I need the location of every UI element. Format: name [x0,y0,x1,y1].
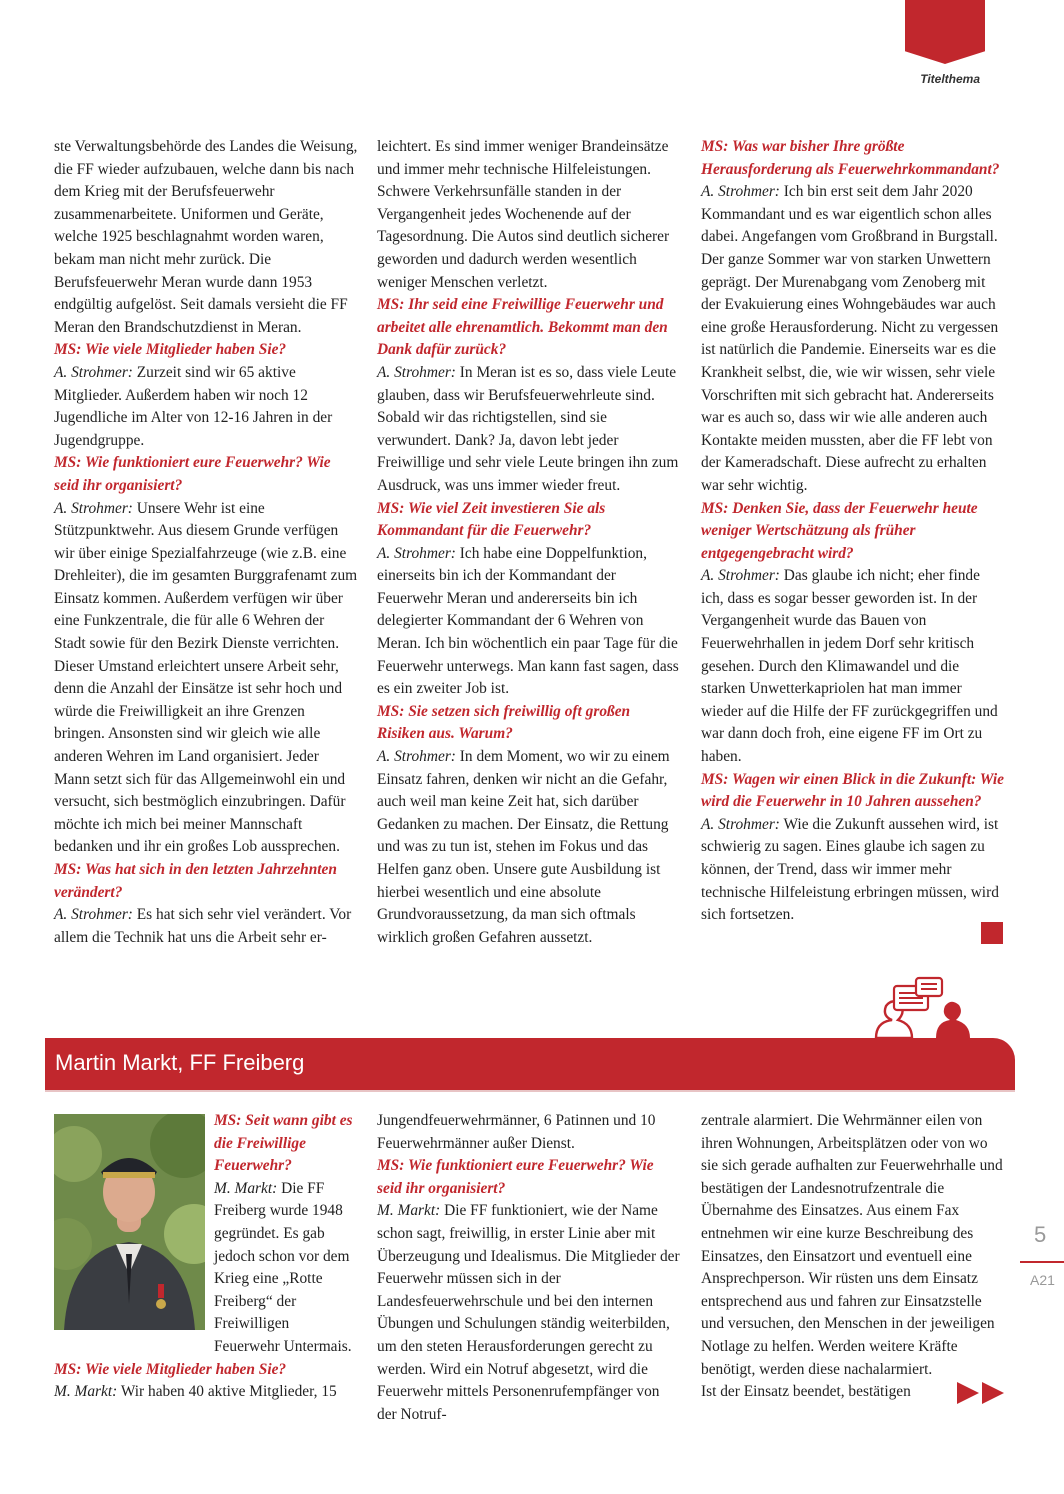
speaker-name: A. Strohmer: [54,363,133,381]
interview-column-2 [377,1110,681,1426]
interview-question: MS: Sie setzen sich freiwillig oft großen Risiken aus. Warum? [377,702,631,743]
interview-question: MS: Wie funktioniert eure Feuerwehr? Wie seid ihr organisiert? [54,454,331,494]
body-paragraph: Ist der Einsatz beendet, bestätigen [701,1383,911,1401]
answer-text: Die FF Freiberg wurde 1948 gegründet. Es gab jedoch schon vor dem Krieg eine „Rotte Freiberg“ der Freiwilligen Feuerwehr Untermais. [214,1179,352,1355]
end-square-icon [981,922,1003,944]
interview-answer [377,746,681,949]
article-column-3 [701,136,1005,927]
answer-text: Ich bin erst seit dem Jahr 2020 Kommandant und es war eigentlich schon alles dabei. Angefangen vom Großbrand in Burgstall. Der ganze Sommer war von starken Unwettern geprägt. Der Murenabgang vom Zenoberg mit der Evakuierung eines Wohngebäudes war auch eine große Herausforderung. Nicht zu vergessen ist natürlich die Pandemie. Einerseits war es die Krankheit selbst, die, wie wir wissen, sehr viele Vorschriften mit sich gebracht hat. Andererseits war es auch so, dass wir wie alle anderen auch Kontakte meiden mussten, aber die FF lebt von der Kameradschaft. Diese aufrecht zu erhalten war sehr wichtig. [701,183,999,494]
interview-answer [54,1381,358,1404]
body-paragraph: Jungendfeuerwehrmänner, 6 Patinnen und 10 Feuerwehrmänner außer Dienst. [377,1112,656,1152]
article-column-1 [54,136,358,949]
interview-answer [377,1200,681,1426]
interview-answer [701,814,1005,927]
double-arrow-right-icon [955,1380,1007,1406]
answer-text: Unsere Wehr ist eine Stützpunktwehr. Aus diesem Grunde verfügen wir über einige Spezialfahrzeuge (wie z.B. eine Drehleiter), die im gesamten Burggrafenamt zum Einsatz kommen. Außerdem verfügen wir über eine Funkzentrale, die für alle 6 Wehren der Stadt sowie für den Bezirk Dienste verrichten. Dieser Umstand erleichtert unsere Arbeit sehr, denn die Anzahl der Einsätze ist sehr hoch und würde die Freiwilligkeit an ihre Grenzen bringen. Ansonsten sind wir gleich wie alle anderen Wehren im Land organisiert. Jeder Mann setzt sich für das Allgemeinwohl ein und versucht, sich bestmöglich einzubringen. Dafür möchte ich mich bei meiner Mannschaft bedanken und ihr ein großes Lob aussprechen. [54,499,358,856]
interview-question: MS: Wagen wir einen Blick in die Zukunft: Wie wird die Feuerwehr in 10 Jahren aussehen? [701,770,1005,811]
photo-float-spacer [54,1110,214,1336]
section-tab [905,0,985,64]
speaker-name: M. Markt: [214,1179,278,1197]
interview-question: MS: Was war bisher Ihre größte Herausforderung als Feuerwehrkommandant? [701,138,1000,178]
body-paragraph: leichtert. Es sind immer weniger Brandeinsätze und immer mehr technische Hilfeleistungen. Schwere Verkehrsunfälle standen in der Vergangenheit jedes Wochenende auf der Tagesordnung. Die Autos sind deutlich sicherer geworden und dadurch werden wesentlich weniger Menschen verletzt. [377,138,670,291]
body-paragraph: zentrale alarmiert. Die Wehrmänner eilen von ihren Wohnungen, Arbeitsplätzen oder von wo sie sich gerade aufhalten zur Feuerwehrhalle und bestätigen der Landesnotrufzentrale die Übernahme des Einsatzes. Aus einem Fax entnehmen wir eine kurze Beschreibung des Einsatzes, den Einsatzort und eventuell eine Ansprechperson. Wir rüsten uns dem Einsatz entsprechend aus und fahren zur Einsatzstelle und versuchen, den Menschen in der jeweiligen Notlage zu helfen. Werden weitere Kräfte benötigt, werden diese nachalarmiert. [701,1112,1003,1378]
page-code: A21 [1030,1272,1055,1288]
speaker-name: A. Strohmer: [701,183,780,201]
interview-answer [701,565,1005,768]
banner-underline [45,1090,1015,1092]
speaker-name: A. Strohmer: [54,499,133,517]
interview-answer [54,498,358,860]
answer-text: Wie die Zukunft aussehen wird, ist schwierig zu sagen. Eines glaube ich sagen zu können, der Trend, dass wir immer mehr technische Hilfeleistung erbringen müssen, wird sich fortsetzen. [701,815,999,924]
interview-question: MS: Ihr seid eine Freiwillige Feuerwehr und arbeitet alle ehrenamtlich. Bekommt man den Dank dafür zurück? [377,296,668,359]
speaker-name: A. Strohmer: [54,906,133,924]
interview-answer [54,362,358,452]
interview-column-3 [701,1110,1005,1404]
section-banner [45,1038,1015,1090]
speaker-name: M. Markt: [377,1202,441,1220]
answer-text: Es hat sich sehr viel verändert. Vor allem die Technik hat uns die Arbeit sehr er- [54,906,352,946]
body-paragraph: ste Verwaltungsbehörde des Landes die Weisung, die FF wieder aufzubauen, welche dann bis nach dem Krieg mit der Berufsfeuerwehr zusammenarbeitete. Uniformen und Geräte, welche 1925 beschlagnahmt worden waren, bekam man nicht mehr zurück. Die Berufsfeuerwehr Meran wurde dann 1953 endgültig aufgelöst. Seit damals versieht die FF Meran den Brandschutzdienst in Meran. [54,138,358,336]
interview-question: MS: Wie viele Mitglieder haben Sie? [54,1360,287,1378]
section-title: Martin Markt, FF Freiberg [55,1050,305,1075]
people-chat-icon [866,976,1016,1042]
interview-answer [701,181,1005,497]
interview-column-1 [54,1110,358,1404]
speaker-name: A. Strohmer: [701,567,780,585]
answer-text: In Meran ist es so, dass viele Leute glauben, dass wir Berufsfeuerwehrleute sind. Sobald wir das richtigstellen, sind sie verwundert. Dank? Ja, davon lebt jeder Freiwillige und sehr viele Leute bringen ihn zum Ausdruck, was uns immer wieder freut. [377,363,679,494]
page-number: 5 [1034,1222,1047,1247]
interview-question: MS: Wie funktioniert eure Feuerwehr? Wie seid ihr organisiert? [377,1157,654,1197]
interview-question: MS: Wie viel Zeit investieren Sie als Kommandant für die Feuerwehr? [377,499,606,540]
speaker-name: A. Strohmer: [377,363,456,381]
interview-answer [377,362,681,498]
section-label: Titelthema [920,72,980,86]
page-number-divider [1020,1261,1064,1263]
speaker-name: M. Markt: [54,1383,118,1401]
interview-question: MS: Wie viele Mitglieder haben Sie? [54,341,287,359]
speaker-name: A. Strohmer: [701,815,780,833]
answer-text: Wir haben 40 aktive Mitglieder, 15 [117,1383,337,1401]
interview-question: MS: Seit wann gibt es die Freiwillige Feuerwehr? [214,1112,353,1175]
interview-question: MS: Was hat sich in den letzten Jahrzehnten verändert? [54,861,337,901]
answer-text: In dem Moment, wo wir zu einem Einsatz fahren, denken wir nicht an die Gefahr, auch weil man keine Zeit hat, sich darüber Gedanken zu machen. Der Einsatz, die Rettung und was zu tun ist, stehen im Fokus und das Helfen ganz oben. Unsere gute Ausbildung ist hierbei wesentlich und eine absolute Grundvoraussetzung, da man sich oftmals wirklich großen Gefahren aussetzt. [377,748,670,946]
answer-text: Zurzeit sind wir 65 aktive Mitglieder. Außerdem haben wir noch 12 Jugendliche im Alter von 12-16 Jahren in der Jugendgruppe. [54,363,333,449]
article-column-2 [377,136,681,949]
speaker-name: A. Strohmer: [377,748,456,766]
interview-question: MS: Denken Sie, dass der Feuerwehr heute weniger Wertschätzung als früher entgegengebracht wird? [701,499,978,562]
interview-answer [54,904,358,949]
speaker-name: A. Strohmer: [377,544,456,562]
answer-text: Ich habe eine Doppelfunktion, einerseits bin ich der Kommandant der Feuerwehr Meran und andererseits bin ich delegierter Kommandant der 6 Wehren von Meran. Ich bin wöchentlich ein paar Tage für die Feuerwehr unterwegs. Man kann fast sagen, dass es ein zweiter Job ist. [377,544,679,698]
answer-text: Die FF funktioniert, wie der Name schon sagt, freiwillig, in erster Linie aber mit Überzeugung und Idealismus. Die Mitglieder der Feuerwehr müssen sich in der Landesfeuerwehrschule und bei den internen Übungen und Schulungen ständig weiterbilden, um den steten Herausforderungen gerecht zu werden. Wird ein Notruf abgesetzt, wird die Feuerwehr mittels Personenrufempfänger von der Notruf- [377,1202,680,1423]
answer-text: Das glaube ich nicht; eher finde ich, dass es sogar besser geworden ist. In der Vergangenheit wurde das Bauen von Feuerwehrhallen in jedem Dorf sehr kritisch gesehen. Durch den Klimawandel und die starken Unwetterkapriolen hat man immer wieder auf die Hilfe der FF zurückgegriffen und war dann doch froh, eine eigene FF im Ort zu haben. [701,567,998,766]
interview-answer [377,543,681,701]
